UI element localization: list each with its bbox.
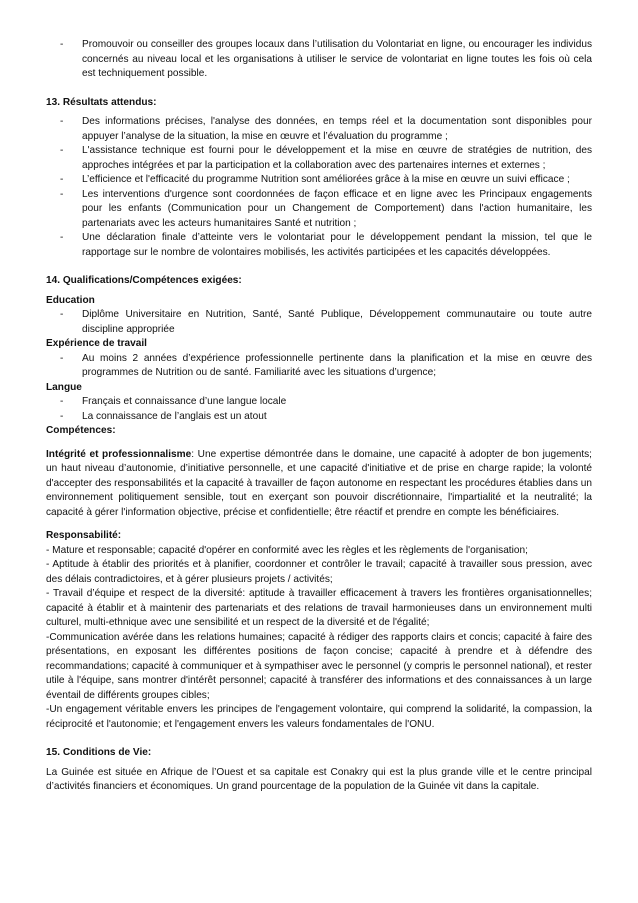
list-item: - Promouvoir ou conseiller des groupes locaux dans l’utilisation du Volontariat en ligne, ou encourager les individus concernés au niveau local et les organisations à utiliser le service de volontariat en ligne toutes les fois où cela est techniquement possible. [60,39,592,79]
langue-label: Langue [46,381,82,393]
responsabilite-line: -Communication avérée dans les relations humaines; capacité à rédiger des rapports clairs et concis; capacité à faire des présentations, en exposant les différentes positions de façon concise; capacité à prendre et à défendre des recommandations; capacité à communiquer et à sympathiser avec le personnel (y compris le personnel national), et rester utile à l'équipe, sans montrer d'intérêt personnel; capacité à transférer des informations et des connaissances à un large éventail de différents groupes cibles; [46,631,592,701]
list-item: - La connaissance de l’anglais est un atout [60,410,267,422]
responsabilite-line: - Travail d’équipe et respect de la diversité: aptitude à travailler efficacement à travers les frontières organisationnelles; capacité à établir et à maintenir des partenariats et des relations de travail harmonieuses dans un environnement multi culturel, multi-ethnique avec une sensibilité et un respect de la diversité et de l'égalité; [46,588,592,628]
education-label: Education [46,294,95,306]
list-item: - Les interventions d'urgence sont coordonnées de façon efficace et en ligne avec les Principaux engagements pour les enfants (Communication pour un Changement de Comportement) dans l'action humanitaire, les partenariats avec les acteurs humanitaires Santé et nutrition ; [60,188,592,229]
integrity-label: Intégrité et professionnalisme [46,448,192,460]
document-page [46,38,592,795]
competences-label: Compétences: [46,425,116,436]
section-15-heading: 15. Conditions de Vie: [46,747,152,758]
section-13-heading: 13. Résultats attendus: [46,96,157,108]
experience-label: Expérience de travail [46,338,147,349]
responsabilite-line: - Mature et responsable; capacité d'opérer en conformité avec les règles et les règlements de l'organisation; [46,544,528,556]
list-item: - L’efficience et l'efficacité du programme Nutrition sont améliorées grâce à la mise en œuvre un suivi efficace ; [60,174,570,185]
list-item: - Une déclaration finale d’atteinte vers le volontariat pour le développement pendant la mission, tel que le rapportage sur le nombre de volontaires mobilisés, les activités participées et les capacités développées. [60,232,592,258]
responsabilite-label: Responsabilité: [46,530,122,541]
responsabilite-line: -Un engagement véritable envers les principes de l'engagement volontaire, qui comprend la solidarité, la compassion, la réciprocité et l'autonomie; et l'engagement envers les valeurs fondamentales de l'ONU. [46,704,592,730]
responsabilite-line: - Aptitude à établir des priorités et à planifier, coordonner et contrôler le travail; capacité à travailler sous pression, avec des délais contradictoires, et à gérer plusieurs projets / activités; [46,559,592,585]
list-item: - L'assistance technique est fourni pour le développement et la mise en œuvre de stratégies de nutrition, des approches intégrées et par la participation et la collaboration avec des partenaires internes et externes ; [60,145,592,171]
list-item: - Diplôme Universitaire en Nutrition, Santé, Santé Publique, Développement communautaire ou toute autre discipline appropriée [60,309,592,335]
list-item: - Français et connaissance d’une langue locale [60,396,287,407]
list-item: - Des informations précises, l'analyse des données, en temps réel et la documentation sont disponibles pour appuyer l’analyse de la situation, la mise en œuvre et l’évaluation du programme ; [60,116,592,142]
conditions-paragraph: La Guinée est située en Afrique de l’Ouest et sa capitale est Conakry qui est la plus grande ville et le centre principal d’activités financiers et économiques. Un grand pourcentage de la population de la Guinée vit dans la capitale. [46,766,592,792]
list-item: - Au moins 2 années d’expérience professionnelle pertinente dans la planification et la mise en œuvre des programmes de Nutrition ou de santé. Familiarité avec les situations d’urgence; [60,352,592,378]
section-14-heading: 14. Qualifications/Compétences exigées: [46,275,242,286]
integrity-paragraph: Intégrité et professionnalisme: Une expertise démontrée dans le domaine, une capacité à adopter de bon jugements; un haut niveau d’autonomie, d’initiative personnelle, et une capacité d'initiative et de prise en charge rapide; la volonté d'accepter des responsabilités et la capacité à travailler de façon autonome en respectant les procédures établies dans un environnement politiquement sensible, tout en exerçant son pouvoir discrétionnaire, l'impartialité et la neutralité; la capacité à gérer l'information objective, précise et confidentielle; être réactif et prendre en compte les bénéficiaires. [46,448,592,518]
